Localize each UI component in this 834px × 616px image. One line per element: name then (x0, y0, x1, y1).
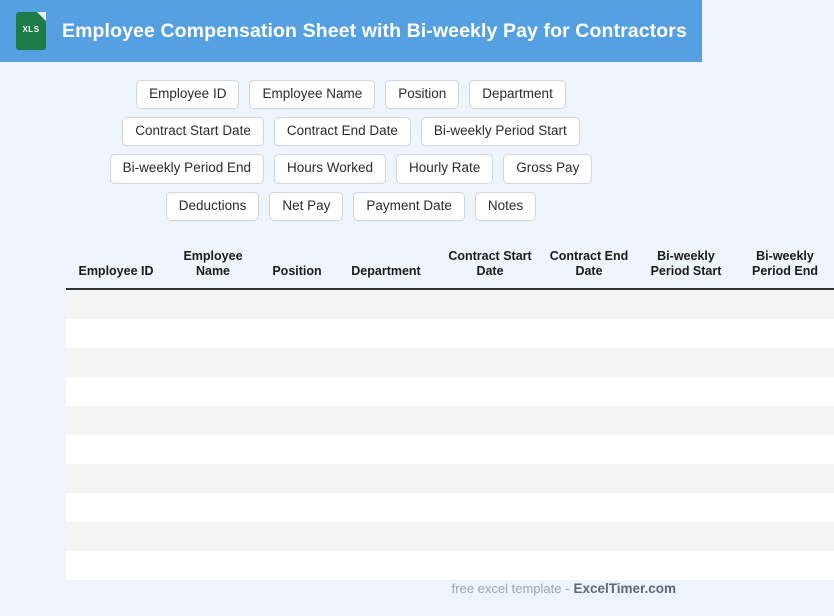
column-header: Bi-weekly Period Start (636, 243, 736, 290)
table-cell[interactable] (66, 406, 166, 435)
table-cell[interactable] (66, 493, 166, 522)
table-cell[interactable] (542, 289, 636, 319)
xls-file-icon-fold (37, 12, 46, 21)
table-cell[interactable] (66, 464, 166, 493)
table-cell[interactable] (542, 551, 636, 580)
table-cell[interactable] (66, 319, 166, 348)
spreadsheet-table (66, 243, 834, 581)
table-cell[interactable] (736, 435, 834, 464)
table-cell[interactable] (636, 551, 736, 580)
table-cell[interactable] (166, 348, 260, 377)
table-cell[interactable] (438, 319, 542, 348)
table-row[interactable] (66, 406, 834, 435)
field-chip[interactable]: Position (385, 80, 459, 109)
table-cell[interactable] (636, 435, 736, 464)
table-cell[interactable] (542, 493, 636, 522)
field-chip[interactable]: Gross Pay (503, 154, 592, 183)
field-chip[interactable]: Contract Start Date (122, 117, 264, 146)
table-row[interactable] (66, 289, 834, 319)
table-cell[interactable] (260, 406, 334, 435)
table-cell[interactable] (542, 348, 636, 377)
table-cell[interactable] (736, 464, 834, 493)
table-cell[interactable] (636, 348, 736, 377)
table-cell[interactable] (736, 289, 834, 319)
table-cell[interactable] (260, 289, 334, 319)
table-body (66, 289, 834, 580)
field-chip[interactable]: Hourly Rate (396, 154, 493, 183)
table-cell[interactable] (334, 348, 438, 377)
table-cell[interactable] (438, 493, 542, 522)
table-cell[interactable] (636, 493, 736, 522)
table-cell[interactable] (166, 319, 260, 348)
table-cell[interactable] (334, 551, 438, 580)
column-header: Bi-weekly Period End (736, 243, 834, 290)
field-chip[interactable]: Employee ID (136, 80, 239, 109)
column-header: Position (260, 243, 334, 290)
table-row[interactable] (66, 493, 834, 522)
table-cell[interactable] (260, 348, 334, 377)
table-cell[interactable] (166, 464, 260, 493)
column-header: Contract Start Date (438, 243, 542, 290)
table-cell[interactable] (736, 319, 834, 348)
table-cell[interactable] (736, 493, 834, 522)
column-header: Employee Name (166, 243, 260, 290)
field-chip[interactable]: Contract End Date (274, 117, 411, 146)
spreadsheet-table-container (66, 243, 818, 581)
table-cell[interactable] (166, 289, 260, 319)
table-cell[interactable] (736, 522, 834, 551)
table-cell[interactable] (736, 551, 834, 580)
table-cell[interactable] (438, 348, 542, 377)
table-cell[interactable] (736, 377, 834, 406)
table-cell[interactable] (260, 377, 334, 406)
table-row[interactable] (66, 435, 834, 464)
table-cell[interactable] (438, 522, 542, 551)
table-header-row (66, 243, 834, 290)
table-cell[interactable] (636, 319, 736, 348)
field-chip[interactable]: Bi-weekly Period Start (421, 117, 580, 146)
xls-file-icon-label: XLS (22, 25, 40, 34)
footer-credit (452, 581, 676, 596)
table-row[interactable] (66, 551, 834, 580)
table-cell[interactable] (334, 319, 438, 348)
table-cell[interactable] (334, 377, 438, 406)
table-cell[interactable] (542, 377, 636, 406)
field-chip[interactable]: Notes (475, 192, 536, 221)
table-cell[interactable] (736, 348, 834, 377)
field-chip[interactable]: Department (469, 80, 566, 109)
table-cell[interactable] (636, 406, 736, 435)
table-cell[interactable] (542, 522, 636, 551)
table-cell[interactable] (334, 464, 438, 493)
table-cell[interactable] (334, 493, 438, 522)
table-cell[interactable] (542, 319, 636, 348)
table-cell[interactable] (66, 522, 166, 551)
table-cell[interactable] (438, 551, 542, 580)
field-chip[interactable]: Hours Worked (274, 154, 386, 183)
table-row[interactable] (66, 319, 834, 348)
table-cell[interactable] (66, 348, 166, 377)
table-row[interactable] (66, 377, 834, 406)
table-cell[interactable] (438, 435, 542, 464)
table-cell[interactable] (438, 464, 542, 493)
table-cell[interactable] (166, 377, 260, 406)
footer-brand-link[interactable]: ExcelTimer.com (573, 581, 676, 596)
table-cell[interactable] (166, 522, 260, 551)
table-cell[interactable] (736, 406, 834, 435)
table-row[interactable] (66, 522, 834, 551)
table-cell[interactable] (66, 289, 166, 319)
table-cell[interactable] (66, 435, 166, 464)
table-cell[interactable] (66, 377, 166, 406)
table-cell[interactable] (636, 289, 736, 319)
field-chip-list (66, 80, 636, 221)
table-cell[interactable] (334, 522, 438, 551)
table-cell[interactable] (438, 406, 542, 435)
table-cell[interactable] (542, 464, 636, 493)
field-chip[interactable]: Net Pay (269, 192, 343, 221)
table-cell[interactable] (166, 551, 260, 580)
table-cell[interactable] (636, 464, 736, 493)
table-cell[interactable] (260, 522, 334, 551)
page-title: Employee Compensation Sheet with Bi-weekly Pay for Contractors (62, 19, 687, 42)
page-header (0, 0, 702, 62)
table-cell[interactable] (542, 435, 636, 464)
table-cell[interactable] (438, 377, 542, 406)
table-row[interactable] (66, 464, 834, 493)
column-header: Department (334, 243, 438, 290)
field-chip[interactable]: Payment Date (353, 192, 465, 221)
table-cell[interactable] (542, 406, 636, 435)
table-cell[interactable] (166, 406, 260, 435)
table-row[interactable] (66, 348, 834, 377)
xls-file-icon (16, 12, 46, 50)
table-cell[interactable] (166, 493, 260, 522)
table-cell[interactable] (260, 435, 334, 464)
table-cell[interactable] (334, 435, 438, 464)
table-cell[interactable] (636, 522, 736, 551)
footer-text: free excel template - (451, 581, 570, 596)
table-cell[interactable] (260, 493, 334, 522)
field-chip[interactable]: Deductions (166, 192, 260, 221)
table-cell[interactable] (334, 289, 438, 319)
table-cell[interactable] (260, 551, 334, 580)
column-header: Contract End Date (542, 243, 636, 290)
table-cell[interactable] (636, 377, 736, 406)
table-cell[interactable] (260, 464, 334, 493)
table-cell[interactable] (66, 551, 166, 580)
column-header: Employee ID (66, 243, 166, 290)
table-cell[interactable] (166, 435, 260, 464)
table-cell[interactable] (260, 319, 334, 348)
table-cell[interactable] (438, 289, 542, 319)
field-chip[interactable]: Bi-weekly Period End (110, 154, 264, 183)
field-chip[interactable]: Employee Name (249, 80, 375, 109)
table-cell[interactable] (334, 406, 438, 435)
